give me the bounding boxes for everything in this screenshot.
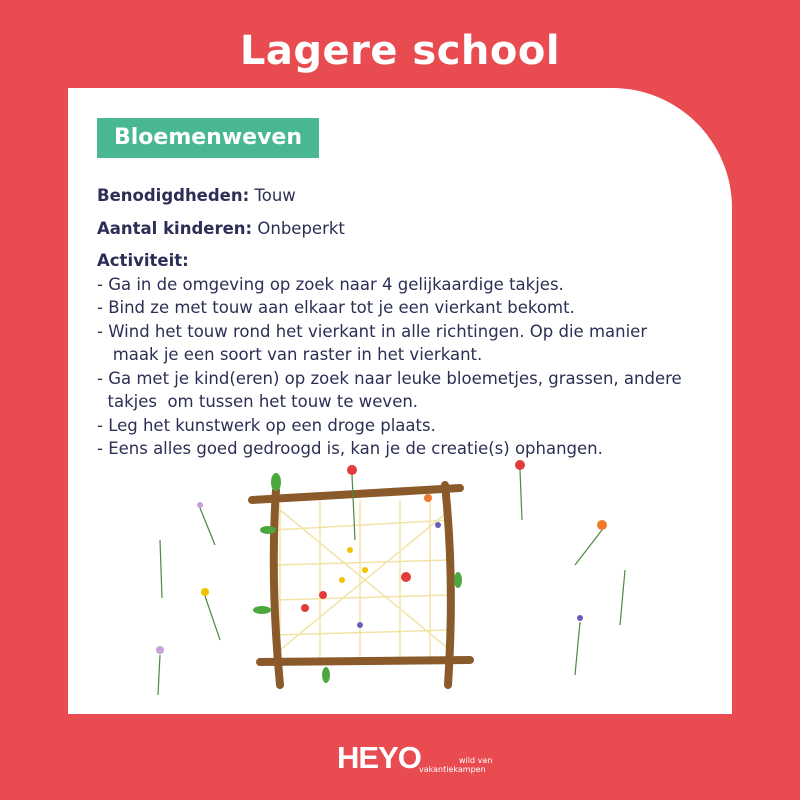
- activity-name-badge: Bloemenweven: [97, 118, 319, 158]
- supplies-value: Touw: [254, 186, 296, 205]
- activity-label: Activiteit:: [97, 251, 189, 270]
- logo-tagline: wild van vakantiekampen: [419, 756, 493, 774]
- heyo-logo: [337, 740, 493, 776]
- step: - Eens alles goed gedroogd is, kan je de creatie(s) ophangen.: [97, 439, 603, 458]
- step: - Bind ze met touw aan elkaar tot je een vierkant bekomt.: [97, 298, 575, 317]
- activity-details: [97, 184, 717, 461]
- logo-mark: HEYO: [337, 740, 421, 775]
- kids-value: Onbeperkt: [257, 218, 345, 238]
- string-grid: [275, 500, 450, 665]
- step: - Ga met je kind(eren) op zoek naar leuke bloemetjes, grassen, andere takjes om tussen het touw te weven.: [97, 368, 682, 411]
- kids-row: [97, 217, 717, 241]
- supplies-row: [97, 184, 717, 208]
- step: - Leg het kunstwerk op een droge plaats.: [97, 415, 436, 435]
- step: - Wind het touw rond het vierkant in alle richtingen. Op die manier maak je een soort van raster in het vierkant.: [97, 321, 648, 364]
- page-title: Lagere school: [239, 28, 561, 74]
- supplies-label: Benodigdheden:: [97, 186, 250, 205]
- step: - Ga in de omgeving op zoek naar 4 gelijkaardige takjes.: [97, 274, 564, 294]
- kids-label: Aantal kinderen:: [97, 218, 253, 238]
- flower-weaving-illustration: [80, 450, 640, 710]
- branch-frame: [252, 485, 470, 685]
